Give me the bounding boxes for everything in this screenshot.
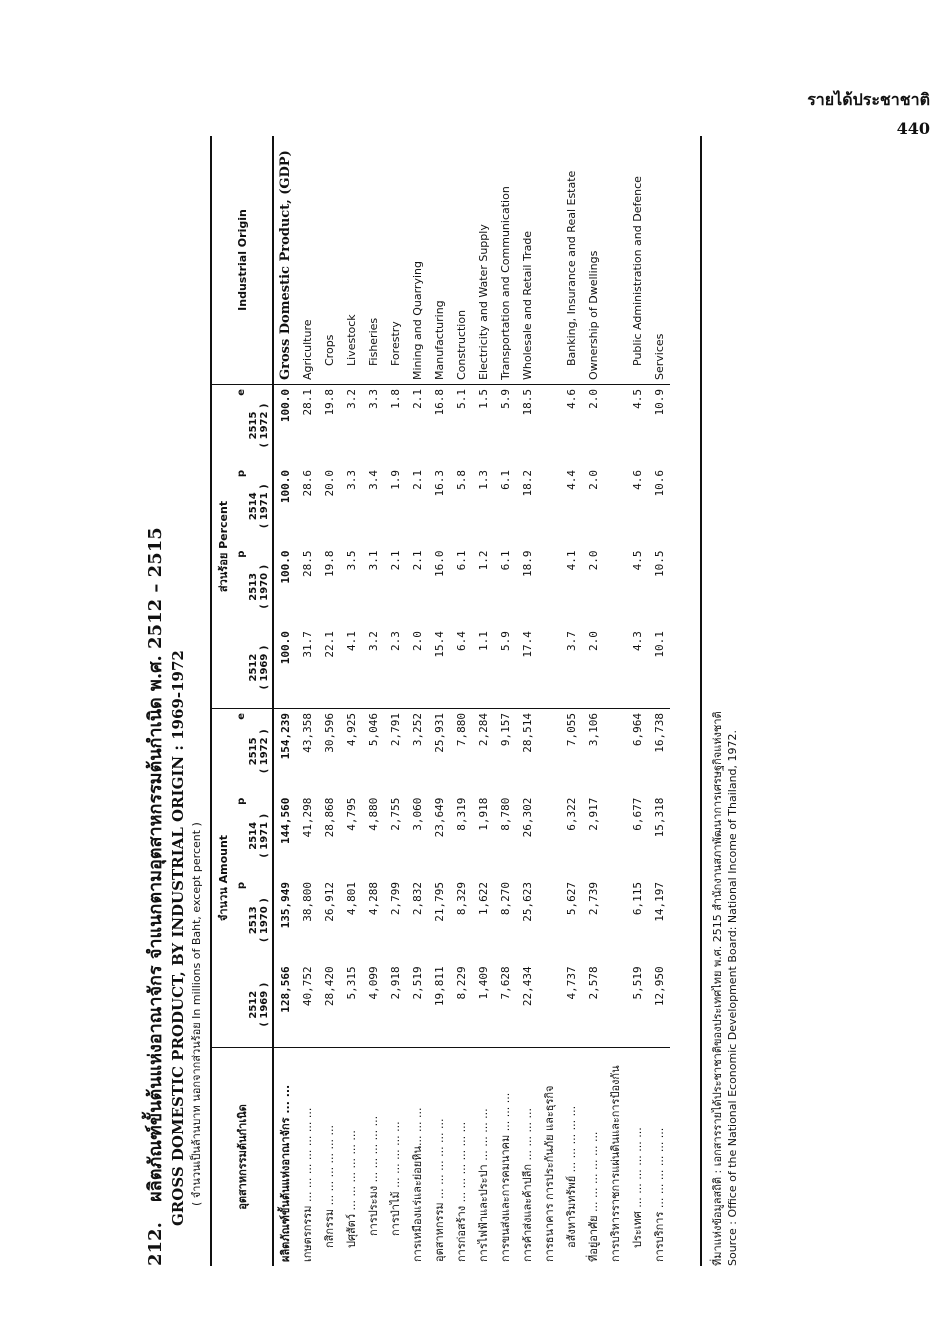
row-label-english: Banking, Insurance and Real Estate xyxy=(564,170,578,366)
amount-cell: 9,157 xyxy=(494,709,516,794)
row-label-thai: กสิกรรม ... ... ... ... ... ... xyxy=(318,1048,340,1267)
amount-cell: 4,288 xyxy=(366,882,380,916)
percent-cell: 100.0 xyxy=(278,550,292,584)
amount-cell: 16,738 xyxy=(648,709,670,794)
amount-cell: 5,046 xyxy=(362,709,384,794)
table-row xyxy=(273,136,296,1266)
percent-cell: 28.6 xyxy=(300,469,314,497)
year-header-percent-3 xyxy=(234,385,273,466)
amount-cell: 2,799 xyxy=(388,882,402,916)
percent-cell: 16.8 xyxy=(428,385,450,466)
table-row xyxy=(472,136,494,1266)
percent-cell: 1.8 xyxy=(384,385,406,466)
year-flag: e xyxy=(236,713,247,720)
row-label-english xyxy=(604,136,626,385)
percent-cell: 4.1 xyxy=(564,550,578,571)
row-label-english: Manufacturing xyxy=(432,300,446,380)
amount-cell: 3,106 xyxy=(582,709,604,794)
amount-cell: 38,800 xyxy=(300,882,314,922)
year-be: 2513 xyxy=(248,572,259,601)
footer xyxy=(700,136,739,1266)
amount-cell: 2,917 xyxy=(586,797,600,831)
row-label-thai: การประมง ... ... ... ... ... xyxy=(362,1048,384,1267)
row-label-english: Forestry xyxy=(388,321,402,366)
amount-cell: 5,315 xyxy=(344,966,358,1000)
amount-cell: 4,801 xyxy=(344,882,358,916)
amount-cell: 28,868 xyxy=(322,797,336,838)
table-body xyxy=(273,136,670,1266)
amount-cell: 14,197 xyxy=(652,882,666,922)
percent-cell: 6.4 xyxy=(454,631,468,651)
percent-cell: 1.3 xyxy=(476,469,490,490)
amount-cell: 2,918 xyxy=(388,966,402,1000)
amount-cell: 22,434 xyxy=(520,966,534,1007)
amount-cell: 3,252 xyxy=(406,709,428,794)
percent-cell: 4.5 xyxy=(626,385,648,466)
year-flag xyxy=(236,631,248,704)
amount-cell: 23,649 xyxy=(432,797,446,838)
percent-cell: 6.1 xyxy=(454,550,468,571)
amount-cell xyxy=(538,709,560,794)
table-row xyxy=(560,136,582,1266)
amount-cell: 28,420 xyxy=(322,966,336,1007)
amount-cell: 4,099 xyxy=(366,966,380,1000)
percent-cell: 3.2 xyxy=(340,385,362,466)
percent-cell xyxy=(538,627,560,708)
percent-cell xyxy=(604,466,626,547)
amount-cell: 40,752 xyxy=(300,966,314,1007)
percent-cell: 2.1 xyxy=(410,469,424,490)
amount-cell: 2,832 xyxy=(410,882,424,916)
table-row xyxy=(384,136,406,1266)
running-header-title: รายได้ประชาชาติ xyxy=(807,90,930,109)
amount-cell: 4,925 xyxy=(340,709,362,794)
rotated-page-content xyxy=(140,136,840,1266)
amount-cell: 1,918 xyxy=(476,797,490,831)
percent-cell: 5.1 xyxy=(450,385,472,466)
percent-cell: 31.7 xyxy=(300,631,314,658)
percent-cell: 18.9 xyxy=(520,550,534,578)
percent-cell: 20.0 xyxy=(322,469,336,497)
table-row xyxy=(362,136,384,1266)
amount-cell: 8,270 xyxy=(498,882,512,916)
amount-cell: 2,578 xyxy=(586,966,600,1000)
year-be: 2514 xyxy=(248,821,259,850)
percent-cell: 17.4 xyxy=(520,631,534,658)
table-row xyxy=(428,136,450,1266)
amount-cell: 4,880 xyxy=(366,797,380,831)
amount-cell xyxy=(538,962,560,1047)
row-label-thai: การไฟฟ้าและประปา ... ... ... ... xyxy=(472,1048,494,1267)
year-be: 2515 xyxy=(248,411,259,440)
amount-cell xyxy=(604,709,626,794)
year-flag: p xyxy=(236,882,247,890)
percent-cell: 2.0 xyxy=(586,550,600,571)
amount-cell: 43,358 xyxy=(296,709,318,794)
percent-cell: 4.6 xyxy=(630,469,644,490)
year-ce: ( 1969 ) xyxy=(259,645,270,690)
title-english: GROSS DOMESTIC PRODUCT, BY INDUSTRIAL ORIGIN : 1969-1972 xyxy=(169,650,187,1226)
amount-cell: 30,596 xyxy=(318,709,340,794)
year-be: 2513 xyxy=(248,906,259,935)
percent-cell: 19.8 xyxy=(322,550,336,578)
row-label-thai: การค้าส่งและค้าปลีก ... ... ... ... xyxy=(516,1048,538,1267)
amount-cell xyxy=(604,794,626,878)
row-label-english: Ownership of Dwellings xyxy=(586,250,600,380)
year-ce: ( 1972 ) xyxy=(259,729,270,774)
row-label-english: Crops xyxy=(322,334,336,366)
header-percent-group: ส่วนร้อย Percent xyxy=(211,385,234,709)
percent-cell: 1.2 xyxy=(476,550,490,571)
amount-cell: 1,622 xyxy=(476,882,490,916)
amount-cell: 8,229 xyxy=(454,966,468,1000)
percent-cell: 6.1 xyxy=(498,469,512,490)
row-label-thai: การบริหารราชการแผ่นดินและการป้องกัน xyxy=(604,1048,626,1267)
percent-cell: 3.4 xyxy=(366,469,380,490)
percent-cell xyxy=(538,385,560,466)
amount-cell: 2,739 xyxy=(586,882,600,916)
amount-cell: 6,964 xyxy=(626,709,648,794)
percent-cell: 100.0 xyxy=(278,631,292,665)
amount-cell: 135,949 xyxy=(278,882,292,929)
percent-cell: 4.3 xyxy=(630,631,644,651)
table-row xyxy=(538,136,560,1266)
year-ce: ( 1970 ) xyxy=(259,564,270,609)
year-ce: ( 1972 ) xyxy=(259,403,270,448)
amount-cell: 25,623 xyxy=(520,882,534,922)
amount-cell: 2,791 xyxy=(384,709,406,794)
percent-cell: 3.1 xyxy=(366,550,380,571)
year-flag xyxy=(236,966,248,1043)
row-label-thai: การบริการ ... ... ... ... ... ... xyxy=(648,1048,670,1267)
row-label-thai: การป่าไม้ ... ... ... ... ... xyxy=(384,1048,406,1267)
percent-cell: 1.9 xyxy=(388,469,402,490)
percent-cell xyxy=(604,385,626,466)
row-label-english: Mining and Quarrying xyxy=(410,261,424,380)
percent-cell: 3.7 xyxy=(564,631,578,651)
row-label-english: Fisheries xyxy=(366,317,380,366)
row-label-english: Transportation and Communication xyxy=(498,186,512,380)
percent-cell: 3.3 xyxy=(362,385,384,466)
unit-note: ( จำนวนเป็นล้านบาท นอกจากส่วนร้อย In millions of Baht, except percent ) xyxy=(190,822,203,1206)
header-industry-thai: อุตสาหกรรมต้นกำเนิด xyxy=(211,1048,273,1267)
percent-cell: 4.5 xyxy=(630,550,644,571)
amount-cell: 25,931 xyxy=(428,709,450,794)
percent-cell: 3.3 xyxy=(344,469,358,490)
percent-cell xyxy=(538,466,560,547)
row-label-thai: การขนส่งและการคมนาคม ... ... ... xyxy=(494,1048,516,1267)
percent-cell: 2.1 xyxy=(406,385,428,466)
header-amount-group: จำนวน Amount xyxy=(211,709,234,1048)
gdp-table-wrapper xyxy=(210,136,670,1266)
row-label-thai: ประเทศ ... ... ... ... ... ... xyxy=(626,1048,648,1267)
row-label-english: Gross Domestic Product, (GDP) xyxy=(277,150,293,380)
amount-cell: 26,912 xyxy=(322,882,336,922)
amount-cell: 8,329 xyxy=(454,882,468,916)
year-flag: p xyxy=(236,550,247,558)
gdp-table xyxy=(210,136,670,1266)
percent-cell: 3.5 xyxy=(344,550,358,571)
table-row xyxy=(318,136,340,1266)
source-english: Source : Office of the National Economic Development Board: National Income of Thailand, 1972. xyxy=(726,729,739,1266)
percent-cell: 22.1 xyxy=(322,631,336,658)
amount-cell xyxy=(604,962,626,1047)
title-block xyxy=(140,136,205,1266)
percent-cell: 2.0 xyxy=(586,469,600,490)
title-thai: ผลิตภัณฑ์ขั้นต้นแห่งอาณาจักร จำแนกตามอุตสาหกรรมต้นกำเนิด พ.ศ. 2512 – 2515 xyxy=(145,527,166,1202)
amount-cell: 3,060 xyxy=(410,797,424,831)
year-be: 2514 xyxy=(248,492,259,521)
table-row xyxy=(494,136,516,1266)
percent-cell: 2.0 xyxy=(410,631,424,651)
running-header xyxy=(760,88,930,138)
amount-cell: 8,780 xyxy=(498,797,512,831)
amount-cell: 28,514 xyxy=(516,709,538,794)
amount-cell xyxy=(604,878,626,962)
year-flag: p xyxy=(236,797,247,805)
table-row xyxy=(626,136,648,1266)
percent-cell: 5.9 xyxy=(498,631,512,651)
year-ce: ( 1971 ) xyxy=(259,484,270,529)
row-label-thai: ผลิตภัณฑ์ขั้นต้นแห่งอาณาจักร ... ... xyxy=(273,1048,296,1267)
year-header-amount-3 xyxy=(234,709,273,794)
table-row xyxy=(340,136,362,1266)
row-label-thai: ปศุสัตว์ ... ... ... ... ... ... xyxy=(340,1048,362,1267)
amount-cell: 2,519 xyxy=(410,966,424,1000)
amount-cell: 6,677 xyxy=(630,797,644,831)
percent-cell: 2.0 xyxy=(582,385,604,466)
amount-cell: 2,284 xyxy=(472,709,494,794)
percent-cell: 10.9 xyxy=(648,385,670,466)
percent-cell: 4.4 xyxy=(564,469,578,490)
percent-cell: 15.4 xyxy=(432,631,446,658)
amount-cell: 8,319 xyxy=(454,797,468,831)
header-industry-english: Industrial Origin xyxy=(211,136,273,385)
row-label-thai: ที่อยู่อาศัย ... ... ... ... ... ... xyxy=(582,1048,604,1267)
table-row xyxy=(582,136,604,1266)
percent-cell xyxy=(604,627,626,708)
table-row xyxy=(406,136,428,1266)
amount-cell: 5,627 xyxy=(564,882,578,916)
amount-cell: 144,560 xyxy=(278,797,292,844)
title-thai-row xyxy=(140,136,169,1266)
footer-rule xyxy=(700,136,702,1266)
percent-cell: 16.0 xyxy=(432,550,446,578)
amount-cell: 6,115 xyxy=(630,882,644,916)
amount-cell: 5,519 xyxy=(630,966,644,1000)
amount-cell: 4,737 xyxy=(564,966,578,1000)
row-label-thai: การก่อสร้าง ... ... ... ... ... ... xyxy=(450,1048,472,1267)
year-ce: ( 1970 ) xyxy=(259,898,270,943)
row-label-thai: เกษตรกรรม ... ... ... ... ... ... ... xyxy=(296,1048,318,1267)
percent-cell: 28.5 xyxy=(300,550,314,578)
row-label-english: Services xyxy=(652,333,666,380)
percent-cell xyxy=(604,547,626,628)
source-thai: ที่มาแห่งข้อมูลสถิติ : เอกสารรายได้ประชาชาติของประเทศไทย พ.ศ. 2515 สำนักงานสภาพัฒนาการเศรษฐกิจแห่งชาติ xyxy=(711,711,724,1266)
amount-cell: 6,322 xyxy=(564,797,578,831)
percent-cell: 2.3 xyxy=(388,631,402,651)
percent-cell: 10.6 xyxy=(652,469,666,497)
percent-cell: 16.3 xyxy=(432,469,446,497)
row-label-english xyxy=(538,136,560,385)
percent-cell: 1.1 xyxy=(476,631,490,651)
table-row xyxy=(450,136,472,1266)
percent-cell: 2.1 xyxy=(388,550,402,571)
amount-cell: 7,628 xyxy=(498,966,512,1000)
page-number: 440 xyxy=(896,119,930,138)
amount-cell xyxy=(538,794,560,878)
percent-cell: 28.1 xyxy=(296,385,318,466)
percent-cell: 10.5 xyxy=(652,550,666,578)
percent-cell: 2.1 xyxy=(410,550,424,571)
percent-cell: 100.0 xyxy=(273,385,296,466)
row-label-english: Electricity and Water Supply xyxy=(476,224,490,380)
year-header-amount-0 xyxy=(234,962,273,1047)
year-header-amount-2 xyxy=(234,794,273,878)
year-flag: p xyxy=(236,469,247,478)
amount-cell: 21,795 xyxy=(432,882,446,922)
row-label-english: Livestock xyxy=(344,314,358,366)
amount-cell: 41,298 xyxy=(300,797,314,838)
year-be: 2512 xyxy=(248,990,259,1019)
row-label-thai: การธนาคาร การประกันภัย และธุรกิจ xyxy=(538,1048,560,1267)
percent-cell: 4.1 xyxy=(344,631,358,651)
percent-cell: 18.2 xyxy=(520,469,534,497)
percent-cell: 5.9 xyxy=(494,385,516,466)
year-header-amount-1 xyxy=(234,878,273,962)
percent-cell: 10.1 xyxy=(652,631,666,658)
percent-cell: 4.6 xyxy=(560,385,582,466)
percent-cell xyxy=(538,547,560,628)
year-be: 2515 xyxy=(248,737,259,766)
row-label-thai: อุตสาหกรรม ... ... ... ... ... ... xyxy=(428,1048,450,1267)
amount-cell: 1,409 xyxy=(476,966,490,1000)
year-flag: e xyxy=(236,389,247,396)
year-header-percent-0 xyxy=(234,627,273,708)
percent-cell: 5.8 xyxy=(454,469,468,490)
year-header-percent-1 xyxy=(234,547,273,628)
amount-cell xyxy=(538,878,560,962)
row-label-english: Agriculture xyxy=(300,319,314,380)
row-label-english: Construction xyxy=(454,309,468,380)
year-ce: ( 1969 ) xyxy=(259,982,270,1027)
table-row xyxy=(516,136,538,1266)
table-number: 212. xyxy=(145,1222,166,1266)
row-label-thai: อสังหาริมทรัพย์ ... ... ... ... ... xyxy=(560,1048,582,1267)
percent-cell: 2.0 xyxy=(586,631,600,651)
amount-cell: 12,950 xyxy=(652,966,666,1007)
amount-cell: 7,055 xyxy=(560,709,582,794)
amount-cell: 7,880 xyxy=(450,709,472,794)
row-label-english: Public Administration and Defence xyxy=(630,176,644,366)
amount-cell: 154,239 xyxy=(273,709,296,794)
percent-cell: 18.5 xyxy=(516,385,538,466)
amount-cell: 26,302 xyxy=(520,797,534,838)
percent-cell: 19.8 xyxy=(318,385,340,466)
amount-cell: 2,755 xyxy=(388,797,402,831)
table-row xyxy=(296,136,318,1266)
amount-cell: 19,811 xyxy=(432,966,446,1007)
amount-cell: 15,318 xyxy=(652,797,666,838)
year-ce: ( 1971 ) xyxy=(259,813,270,858)
row-label-english: Wholesale and Retail Trade xyxy=(520,230,534,380)
percent-cell: 6.1 xyxy=(498,550,512,571)
percent-cell: 1.5 xyxy=(472,385,494,466)
percent-cell: 100.0 xyxy=(278,469,292,504)
percent-cell: 3.2 xyxy=(366,631,380,651)
row-label-thai: การเหมืองแร่และย่อยหิน... ... ... xyxy=(406,1048,428,1267)
amount-cell: 4,795 xyxy=(344,797,358,831)
year-header-percent-2 xyxy=(234,466,273,547)
table-row xyxy=(604,136,626,1266)
amount-cell: 128,566 xyxy=(278,966,292,1013)
year-be: 2512 xyxy=(248,653,259,682)
table-row xyxy=(648,136,670,1266)
